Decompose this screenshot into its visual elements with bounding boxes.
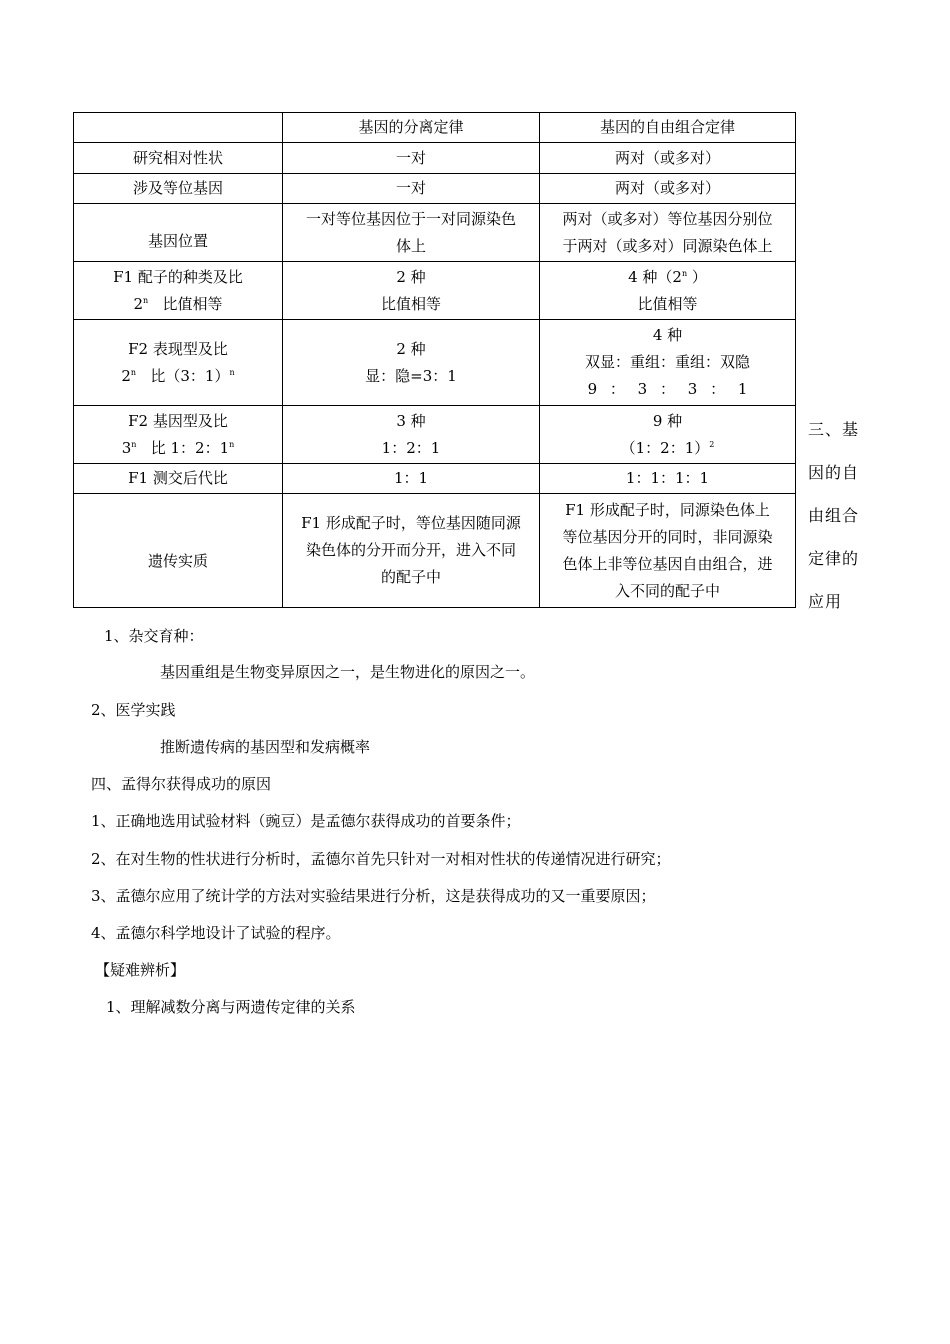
free-combination-cell (540, 262, 796, 320)
free-combination-cell (540, 406, 796, 464)
row-label: F1 测交后代比 (74, 464, 283, 494)
free-combination-cell (540, 204, 796, 262)
cell-line: 显：隐=3：1 (365, 366, 457, 385)
free-combination-cell: 1：1：1：1 (540, 464, 796, 494)
reason-item: 2、在对生物的性状进行分析时，孟德尔首先只针对一对相对性状的传递情况进行研究； (91, 850, 671, 868)
row-label (74, 262, 283, 320)
free-combination-cell: 两对（或多对） (540, 174, 796, 204)
cell-line: 两对（或多对）等位基因分别位 (562, 209, 773, 228)
table-header-row (74, 113, 796, 143)
reason-item: 3、孟德尔应用了统计学的方法对实验结果进行分析，这是获得成功的又一重要原因； (91, 887, 656, 905)
base-text: 3 (121, 438, 132, 457)
cell-line: 双显：重组：重组：双隐 (584, 353, 750, 371)
hybrid-breeding-text: 基因重组是生物变异原因之一，是生物进化的原因之一。 (160, 663, 536, 681)
heading-line: 定律的 (808, 549, 860, 568)
table-row (74, 204, 796, 262)
reason-item: 1、正确地选用试验材料（豌豆）是孟德尔获得成功的首要条件； (91, 812, 521, 830)
free-combination-cell (540, 320, 796, 406)
table-row (74, 494, 796, 608)
cell-text: （1：2：1） (620, 438, 710, 457)
superscript: n (229, 439, 235, 449)
row-label: 遗传实质 (74, 494, 283, 608)
medical-practice-text: 推断遗传病的基因型和发病概率 (160, 738, 371, 756)
row-label: 研究相对性状 (74, 143, 283, 174)
cell-line: 染色体的分开而分开，进入不同 (305, 541, 516, 559)
cell-line (544, 264, 791, 291)
separation-cell (283, 204, 540, 262)
cell-line: F1 配子的种类及比 (113, 267, 243, 286)
row-label: 涉及等位基因 (74, 174, 283, 204)
table-row (74, 320, 796, 406)
item-hybrid-breeding: 1、杂交育种： (104, 627, 204, 645)
cell-line: 于两对（或多对）同源染色体上 (562, 236, 773, 255)
section-heading-mendel-success: 四、孟得尔获得成功的原因 (91, 775, 272, 793)
cell-line: F1 形成配子时，等位基因随同源 (301, 514, 521, 532)
cell-line (78, 291, 278, 318)
heading-line: 应用 (808, 592, 843, 611)
superscript: n (130, 367, 137, 377)
cell-line: F1 形成配子时，同源染色体上 (565, 500, 770, 519)
section-heading-free-combination-application (808, 408, 866, 623)
cell-line: 一对等位基因位于一对同源染色 (305, 209, 516, 228)
superscript: n (681, 268, 688, 278)
cell-text: 比（3：1） (150, 366, 230, 385)
separation-cell: 1：1 (283, 464, 540, 494)
cell-line: 的配子中 (380, 568, 441, 586)
separation-cell (283, 320, 540, 406)
cell-line: 9 种 (652, 411, 683, 430)
free-combination-cell: 两对（或多对） (540, 143, 796, 174)
cell-line (78, 435, 278, 462)
cell-text: ） (691, 267, 707, 286)
table-row (74, 406, 796, 464)
cell-text: 4 种（2 (628, 267, 682, 286)
cell-line: 4 种 (652, 326, 683, 344)
item-medical-practice: 2、医学实践 (91, 701, 176, 719)
cell-line: 入不同的配子中 (614, 581, 720, 600)
header-cell-separation: 基因的分离定律 (283, 113, 540, 143)
cell-line: 等位基因分开的同时，非同源染 (562, 527, 773, 546)
separation-cell (283, 262, 540, 320)
cell-line: 2 种 (396, 267, 426, 286)
cell-line: 1：2：1 (381, 438, 441, 457)
row-label (74, 406, 283, 464)
free-combination-cell (540, 494, 796, 608)
cell-line: 3 种 (396, 411, 426, 430)
difficulty-item: 1、理解减数分离与两遗传定律的关系 (106, 998, 356, 1016)
table-row (74, 174, 796, 204)
separation-cell (283, 494, 540, 608)
cell-text: 比 1：2：1 (150, 438, 230, 457)
separation-cell: 一对 (283, 143, 540, 174)
cell-line: 色体上非等位基因自由组合，进 (562, 554, 773, 573)
table-row (74, 262, 796, 320)
comparison-table (73, 112, 796, 608)
separation-cell: 一对 (283, 174, 540, 204)
table-row (74, 143, 796, 174)
separation-cell (283, 406, 540, 464)
cell-line (78, 363, 278, 390)
heading-line: 因的自 (808, 463, 860, 482)
superscript: 2 (709, 439, 715, 449)
header-cell-free-combination: 基因的自由组合定律 (540, 113, 796, 143)
superscript: n (131, 439, 137, 449)
cell-line: 比值相等 (380, 294, 441, 313)
row-label: 基因位置 (74, 204, 283, 262)
cell-text: 比值相等 (162, 294, 223, 313)
section-heading-difficulty-analysis: 【疑难辨析】 (95, 961, 186, 979)
cell-line (544, 435, 791, 462)
cell-line: 9 ： 3 ： 3 ： 1 (587, 380, 748, 398)
heading-line: 三、基 (808, 420, 860, 439)
cell-line: F2 表现型及比 (128, 339, 228, 358)
reason-item: 4、孟德尔科学地设计了试验的程序。 (91, 924, 341, 942)
heading-line: 由组合 (808, 506, 860, 525)
superscript: n (143, 295, 149, 305)
table-row (74, 464, 796, 494)
row-label (74, 320, 283, 406)
cell-line: 2 种 (396, 339, 426, 358)
cell-line: F2 基因型及比 (128, 411, 228, 430)
superscript: n (229, 367, 235, 377)
cell-line: 体上 (395, 236, 426, 255)
base-text: 2 (121, 366, 131, 385)
base-text: 2 (133, 294, 144, 313)
header-cell-empty (74, 113, 283, 143)
cell-line: 比值相等 (637, 294, 698, 313)
